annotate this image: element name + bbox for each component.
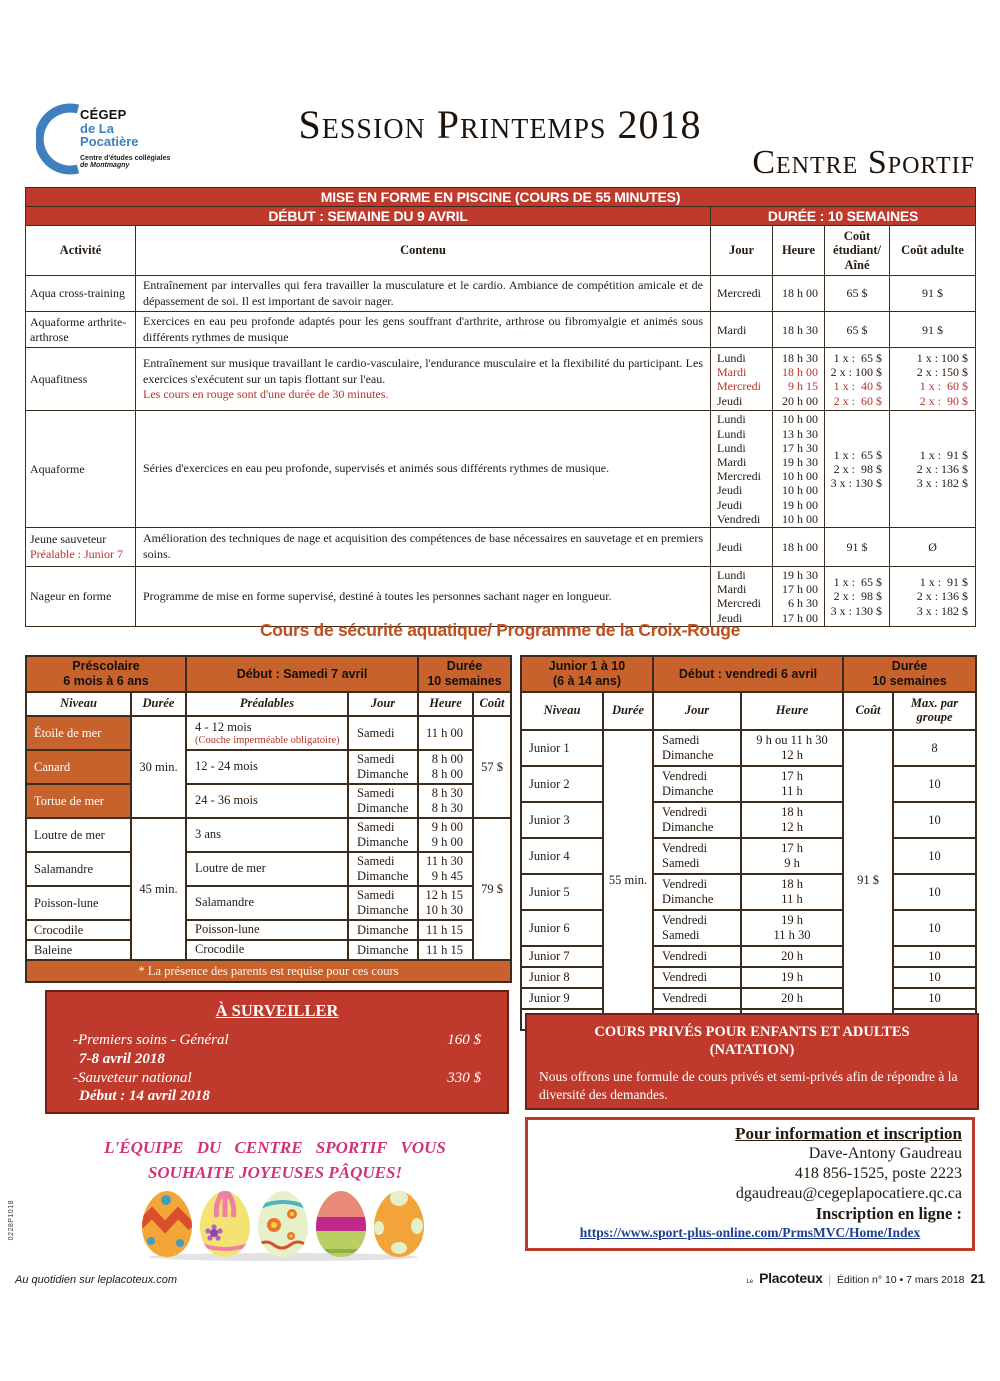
hour-cell: 11 h 15 (418, 940, 473, 960)
table-row (26, 852, 511, 886)
table-row (521, 967, 976, 988)
table-row (521, 946, 976, 967)
level-cell: Junior 7 (521, 946, 603, 967)
table-row (521, 730, 976, 766)
day-cell: Dimanche (348, 920, 418, 940)
level-cell: Loutre de mer (26, 818, 131, 852)
col-header-cost: Coût (473, 692, 511, 716)
hour-cell: 18 h 00 (773, 528, 825, 567)
activity-cell: Jeune sauveteur Préalable : Junior 7 (26, 528, 136, 567)
group-header: Junior 1 à 10 (6 à 14 ans) (521, 656, 653, 692)
day-cell: Samedi Dimanche (348, 886, 418, 920)
day-cell: Mercredi (711, 276, 773, 312)
content-cell: Programme de mise en forme supervisé, destiné à toutes les personnes sachant nager en longueur. (136, 567, 711, 627)
junior-table (520, 655, 977, 1031)
cost-adult-cell: Ø (890, 528, 976, 567)
table-row (26, 528, 976, 567)
day-cell: Vendredi Samedi (653, 838, 741, 874)
day-cell: Lundi Lundi Lundi Mardi Mercredi Jeudi Jeudi Vendredi (711, 411, 773, 528)
private-lessons-box (525, 1013, 979, 1110)
table-row (26, 716, 511, 750)
table-row (26, 312, 976, 348)
table-row (26, 750, 511, 784)
col-header-hour: Heure (741, 692, 843, 730)
cost-adult-cell: 1 x : 91 $ 2 x : 136 $ 3 x : 182 $ (890, 411, 976, 528)
cost-student-cell: 65 $ (825, 276, 890, 312)
prereq-cell: Crocodile (186, 940, 348, 960)
duration-cell: 30 min. (131, 716, 186, 818)
table-row (26, 784, 511, 818)
day-cell: Vendredi Dimanche (653, 766, 741, 802)
private-lessons-title: COURS PRIVÉS POUR ENFANTS ET ADULTES (NATATION) (594, 1024, 910, 1059)
page-title: Session Printemps 2018 (298, 102, 702, 147)
watch-item: -Sauveteur national 330 $ (73, 1069, 481, 1086)
day-cell: Lundi Mardi Mercredi Jeudi (711, 567, 773, 627)
cost-student-cell: 1 x : 65 $ 2 x : 98 $ 3 x : 130 $ (825, 411, 890, 528)
preschool-table (25, 655, 512, 983)
private-lessons-body: Nous offrons une formule de cours privés et semi-privés afin de répondre à la diversité des demandes. (539, 1069, 958, 1102)
col-header-day: Jour (348, 692, 418, 716)
prereq-cell: 4 - 12 mois (Couche imperméable obligatoire) (186, 716, 348, 750)
day-cell: Vendredi (653, 946, 741, 967)
day-cell: Jeudi (711, 528, 773, 567)
red-note: Les cours en rouge sont d'une durée de 30 minutes. (143, 387, 389, 402)
max-group-cell: 10 (893, 838, 976, 874)
level-cell: Junior 9 (521, 988, 603, 1009)
duration-header: Durée 10 semaines (418, 656, 511, 692)
logo-cegep-text: CÉGEP (80, 107, 127, 122)
page-number: 21 (970, 1271, 985, 1286)
prereq-cell: Poisson-lune (186, 920, 348, 940)
pool-courses-table (25, 187, 976, 627)
max-group-cell: 10 (893, 766, 976, 802)
logo-place-text: de La Pocatière (80, 120, 139, 150)
col-header-cost-adult: Coût adulte (890, 226, 976, 276)
footer-tagline: Au quotidien sur leplacoteux.com (15, 1274, 178, 1286)
table-row (26, 886, 511, 920)
col-header-level: Niveau (521, 692, 603, 730)
cost-cell: 79 $ (473, 818, 511, 960)
max-group-cell: 10 (893, 967, 976, 988)
day-cell: Mardi (711, 312, 773, 348)
hour-cell: 11 h 30 9 h 45 (418, 852, 473, 886)
level-cell: Salamandre (26, 852, 131, 886)
col-header-hour: Heure (773, 226, 825, 276)
hour-cell: 9 h ou 11 h 30 12 h (741, 730, 843, 766)
day-cell: Lundi Mardi Mercredi Jeudi (711, 348, 773, 411)
table-row (521, 766, 976, 802)
hour-cell: 10 h 00 13 h 30 17 h 30 19 h 30 10 h 00 10 h 00 19 h 00 10 h 00 (773, 411, 825, 528)
level-cell: Junior 6 (521, 910, 603, 946)
content-cell: Entraînement sur musique travaillant le cardio-vasculaire, l'endurance musculaire et la flexibilité du participant. Les exercices s'exécutent sur un tapis flottant sur l'eau. Les cours en rouge sont d'une durée de 30 minutes. (136, 348, 711, 411)
cost-adult-cell: 91 $ (890, 312, 976, 348)
brand-name: Placoteux (759, 1270, 823, 1286)
col-header-hour: Heure (418, 692, 473, 716)
online-registration-label: Inscription en ligne : (815, 1204, 962, 1223)
col-header-max: Max. par groupe (893, 692, 976, 730)
hour-cell: 17 h 9 h (741, 838, 843, 874)
content-cell: Amélioration des techniques de nage et acquisition des compétences de base nécessaires en sauvetage et en premiers soins. (136, 528, 711, 567)
hour-cell: 18 h 00 (773, 276, 825, 312)
level-cell: Poisson-lune (26, 886, 131, 920)
table-row (26, 276, 976, 312)
table-row (26, 940, 511, 960)
page-subtitle: Centre Sportif (752, 144, 975, 181)
pool-duration-banner: DURÉE : 10 SEMAINES (711, 207, 976, 226)
hour-cell: 19 h 11 h 30 (741, 910, 843, 946)
level-cell: Junior 5 (521, 874, 603, 910)
col-header-day: Jour (653, 692, 741, 730)
table-row (521, 910, 976, 946)
day-cell: Samedi Dimanche (348, 852, 418, 886)
hour-cell: 18 h 30 (773, 312, 825, 348)
level-cell: Junior 3 (521, 802, 603, 838)
easter-eggs-image (138, 1183, 428, 1263)
hour-cell: 18 h 30 18 h 00 9 h 15 20 h 00 (773, 348, 825, 411)
level-cell: Crocodile (26, 920, 131, 940)
prereq-cell: 3 ans (186, 818, 348, 852)
duration-cell: 55 min. (603, 730, 653, 1030)
cost-cell: 91 $ (843, 730, 893, 1030)
logo-subtitle: Centre d'études collégiales (80, 154, 171, 162)
contact-name: Dave-Antony Gaudreau (808, 1145, 962, 1162)
group-header: Préscolaire 6 mois à 6 ans (26, 656, 186, 692)
table-row (521, 874, 976, 910)
prerequisite-note: Préalable : Junior 7 (30, 547, 123, 561)
level-cell: Junior 4 (521, 838, 603, 874)
table-row (26, 348, 976, 411)
col-header-activity: Activité (26, 226, 136, 276)
prereq-cell: 12 - 24 mois (186, 750, 348, 784)
start-header: Début : Samedi 7 avril (186, 656, 418, 692)
hour-cell: 20 h (741, 946, 843, 967)
day-cell: Samedi Dimanche (348, 784, 418, 818)
logo-subtitle-2: de Montmagny (80, 162, 130, 170)
col-header-cost: Coût (843, 692, 893, 730)
day-cell: Dimanche (348, 940, 418, 960)
footer-separator: | (828, 1272, 831, 1286)
max-group-cell: 10 (893, 946, 976, 967)
day-cell: Samedi Dimanche (348, 750, 418, 784)
level-cell: Tortue de mer (26, 784, 131, 818)
table-row (26, 920, 511, 940)
contact-info-box (525, 1117, 975, 1251)
max-group-cell: 10 (893, 802, 976, 838)
table-row (521, 988, 976, 1009)
watch-item: -Premiers soins - Général 160 $ (73, 1032, 481, 1048)
contact-email: dgaudreau@cegeplapocatiere.qc.ca (735, 1185, 962, 1202)
day-cell: Vendredi Samedi (653, 910, 741, 946)
col-header-duration: Durée (603, 692, 653, 730)
table-row (521, 838, 976, 874)
cost-student-cell: 1 x : 65 $ 2 x : 100 $ 1 x : 40 $ 2 x : 60 $ (825, 348, 890, 411)
cost-adult-cell: 1 x : 91 $ 2 x : 136 $ 3 x : 182 $ (890, 567, 976, 627)
table-row (26, 567, 976, 627)
max-group-cell: 10 (893, 910, 976, 946)
day-cell: Vendredi (653, 988, 741, 1009)
activity-cell: Aquaforme (26, 411, 136, 528)
day-cell: Vendredi (653, 967, 741, 988)
parents-footnote: * La présence des parents est requise pour ces cours (26, 960, 511, 982)
prereq-cell: 24 - 36 mois (186, 784, 348, 818)
side-print-code: 0228P1018 (8, 1200, 15, 1241)
section-title: Cours de sécurité aquatique/ Programme de la Croix-Rouge (259, 620, 741, 640)
content-cell: Exercices en eau peu profonde adaptés pour les gens souffrant d'arthrite, arthrose ou fibromyalgie et animés sous différents rythmes de musique (136, 312, 711, 348)
max-group-cell: 8 (893, 730, 976, 766)
duration-header: Durée 10 semaines (843, 656, 976, 692)
hour-cell: 18 h 12 h (741, 802, 843, 838)
cegep-logo-arc-icon (36, 102, 82, 176)
cost-student-cell: 91 $ (825, 528, 890, 567)
info-heading: Pour information et inscription (735, 1124, 962, 1143)
level-cell: Junior 2 (521, 766, 603, 802)
level-cell: Étoile de mer (26, 716, 131, 750)
day-cell: Samedi (348, 716, 418, 750)
table-row (521, 802, 976, 838)
watch-item-note: Début : 14 avril 2018 (79, 1088, 210, 1105)
hour-cell: 11 h 15 (418, 920, 473, 940)
page-footer (15, 1270, 985, 1287)
activity-cell: Aquaforme arthrite-arthrose (26, 312, 136, 348)
cost-student-cell: 1 x : 65 $ 2 x : 98 $ 3 x : 130 $ (825, 567, 890, 627)
hour-cell: 17 h 11 h (741, 766, 843, 802)
level-cell: Junior 8 (521, 967, 603, 988)
activity-cell: Aquafitness (26, 348, 136, 411)
col-header-prereq: Préalables (186, 692, 348, 716)
cost-adult-cell: 1 x : 100 $ 2 x : 150 $ 1 x : 60 $ 2 x : 90 $ (890, 348, 976, 411)
easter-message: L'ÉQUIPE DU CENTRE SPORTIF VOUS SOUHAITE JOYEUSES PÂQUES! (104, 1138, 446, 1182)
max-group-cell: 10 (893, 988, 976, 1009)
day-cell: Samedi Dimanche (653, 730, 741, 766)
col-header-cost-student: Coût étudiant/ Aîné (825, 226, 890, 276)
cost-student-cell: 65 $ (825, 312, 890, 348)
cost-cell: 57 $ (473, 716, 511, 818)
level-cell: Canard (26, 750, 131, 784)
contact-phone: 418 856-1525, poste 2223 (794, 1165, 962, 1182)
prereq-cell: Loutre de mer (186, 852, 348, 886)
col-header-level: Niveau (26, 692, 131, 716)
activity-cell: Aqua cross-training (26, 276, 136, 312)
duration-cell: 45 min. (131, 818, 186, 960)
hour-cell: 19 h (741, 967, 843, 988)
pool-banner: MISE EN FORME EN PISCINE (COURS DE 55 MINUTES) (26, 188, 976, 207)
hour-cell: 18 h 11 h (741, 874, 843, 910)
col-header-content: Contenu (136, 226, 711, 276)
hour-cell: 9 h 00 9 h 00 (418, 818, 473, 852)
hour-cell: 8 h 30 8 h 30 (418, 784, 473, 818)
pool-start-banner: DÉBUT : SEMAINE DU 9 AVRIL (26, 207, 711, 226)
hour-cell: 12 h 15 10 h 30 (418, 886, 473, 920)
start-header: Début : vendredi 6 avril (653, 656, 843, 692)
red-note: (Couche imperméable obligatoire) (195, 734, 340, 746)
col-header-day: Jour (711, 226, 773, 276)
hour-cell: 11 h 00 (418, 716, 473, 750)
registration-link[interactable]: https://www.sport-plus-online.com/PrmsMVC/Home/Index (579, 1225, 921, 1240)
brand-le: Le (746, 1279, 754, 1285)
content-cell: Entraînement par intervalles qui fera travailler la musculature et le cardio. Ambiance de compétition amicale et de dépassement de soi. Il est important de savoir nager. (136, 276, 711, 312)
hour-cell: 20 h (741, 988, 843, 1009)
day-cell: Vendredi Dimanche (653, 802, 741, 838)
watch-box (45, 990, 509, 1114)
content-cell: Séries d'exercices en eau peu profonde, supervisés et animés sous différents rythmes de musique. (136, 411, 711, 528)
cost-adult-cell: 91 $ (890, 276, 976, 312)
watch-item-note: 7-8 avril 2018 (79, 1050, 165, 1067)
edition-info: Édition n° 10 • 7 mars 2018 (836, 1274, 965, 1286)
hour-cell: 8 h 00 8 h 00 (418, 750, 473, 784)
level-cell: Baleine (26, 940, 131, 960)
hour-cell: 19 h 30 17 h 00 6 h 30 17 h 00 (773, 567, 825, 627)
level-cell: Junior 1 (521, 730, 603, 766)
col-header-duration: Durée (131, 692, 186, 716)
prereq-cell: Salamandre (186, 886, 348, 920)
max-group-cell: 10 (893, 874, 976, 910)
cegep-logo (36, 102, 176, 178)
day-cell: Vendredi Dimanche (653, 874, 741, 910)
watch-title: À SURVEILLER (215, 1001, 339, 1020)
activity-cell: Nageur en forme (26, 567, 136, 627)
table-row (26, 411, 976, 528)
day-cell: Samedi Dimanche (348, 818, 418, 852)
table-row (26, 818, 511, 852)
